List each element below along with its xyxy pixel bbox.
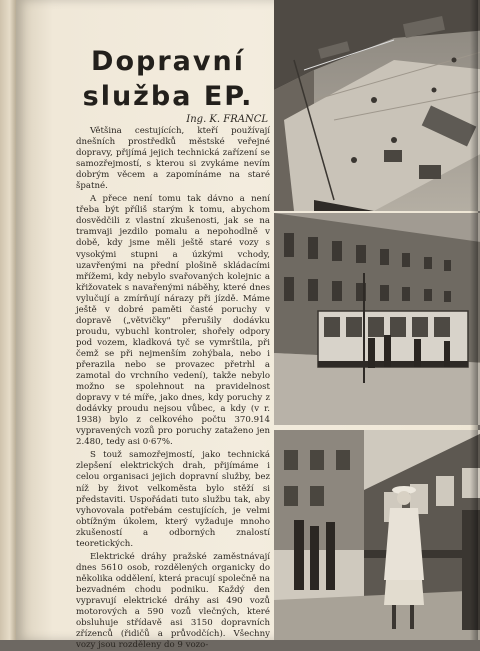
article-title-line-2: služba EP. — [82, 81, 254, 112]
photo-woman-tram — [274, 430, 480, 640]
article-paragraph: A přece není tomu tak dávno a není třeba být příliš starým k tomu, abychom dosvědčili z vlastní zkušenosti, jak se na tramvaji jezdilo pomalu a nepohodlně v době, kdy jsme měli ještě staré vozy s vysokými stupni a úzkými vchody, uzavřenými na přední plošině skládacími mřížemi, kdy nebylo svařovaných kolejnic a křižovatek s navařenými náběhy, které dnes vylučují a zmírňují nárazy při jízdě. Máme ještě v dobré paměti časté poruchy v dopravě („větvičky" přerušily dodávku proudu, vybuchl kontroler, shořely odpory pod vozem, kladková tyč se vymrštila, při čemž se při nejmenším zohýbala, nebo i přerazila nebo se provazec přetrhl a zamotal do vrchního vedení), takže nebylo možno se spolehnout na pravidelnost dopravy v té míře, jako dnes, kdy poruchy z dodávky proudu nejsou vůbec, a kdy (v r. 1938) bylo z celkového počtu 370.914 vypravených vozů pro poruchy zataženo jen 2.480, tedy asi 0·67%. — [76, 194, 270, 448]
article-title — [68, 44, 268, 114]
page-edge-shadow — [470, 0, 478, 640]
photo-street-aerial — [274, 0, 480, 211]
magazine-page — [16, 0, 478, 651]
article-author: Ing. K. FRANCL — [186, 114, 268, 125]
photo-tram-building — [274, 213, 480, 425]
article-title-line-1: Dopravní — [91, 46, 245, 77]
article-paragraph: Elektrické dráhy pražské zaměstnávají dnes 5610 osob, rozdělených organicky do několika oddělení, která pracují společně na bezvadném chodu podniku. Každý den vypravují elektrické dráhy asi 490 vozů motorových a 590 vozů vlečných, které obsluhuje střídavě asi 3150 dopravních zřízenců (řidičů a průvodčích). Všechny vozy jsou rozděleny do 9 vozo- — [76, 551, 270, 651]
article-paragraph: S touž samozřejmostí, jako technická zlepšení elektrických drah, přijímáme i celou organisaci jejich dopravní služby, bez níž by život velkoměsta bylo stěží si představiti. Uspořádati tuto službu tak, aby vyhovovala potřebám cestujících, je velmi obtížným úkolem, který vyžaduje mnoho zkušeností a odborných znalostí teoretických. — [76, 450, 270, 549]
article-body — [76, 126, 270, 651]
article-paragraph: Většina cestujících, kteří používají dnešních prostředků městské veřejné dopravy, přijímá jejich technická zařízení se samozřejmostí, s kterou si zvykáme nevím dobrým věcem a zapomínáme na staré špatné. — [76, 126, 270, 192]
photo-column — [274, 0, 480, 640]
previous-page-edge — [0, 0, 16, 640]
